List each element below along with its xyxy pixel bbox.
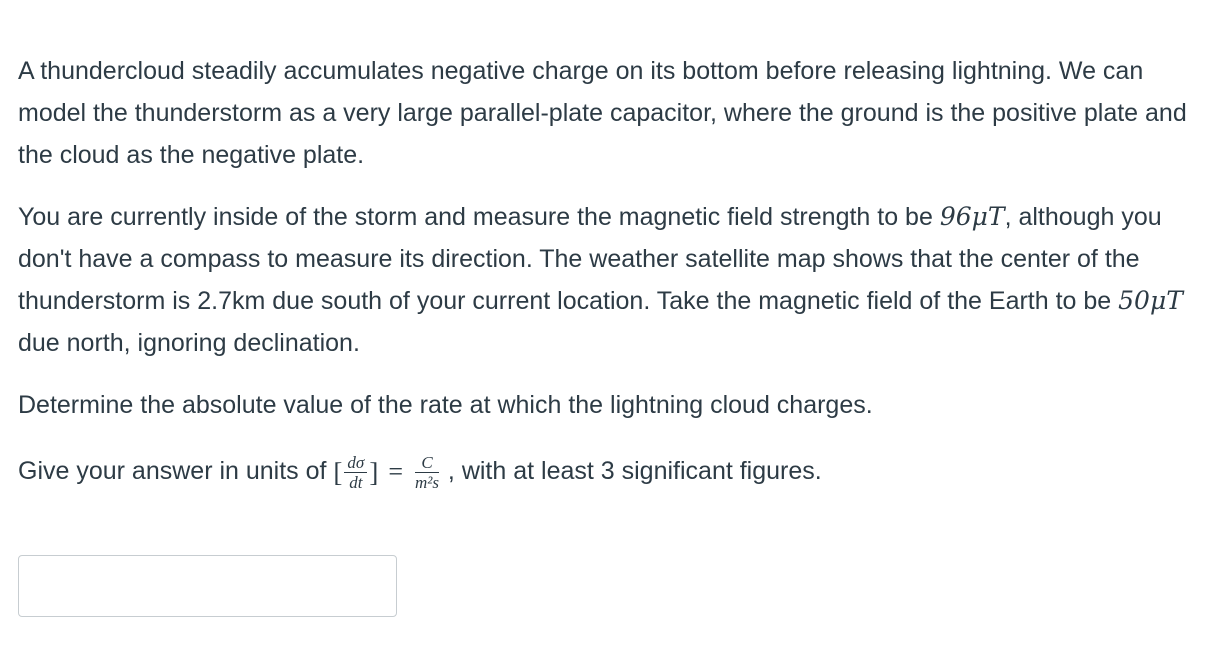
units-rhs-fraction: [415, 454, 439, 491]
paragraph-2-text-b: , although you don't have a compass to measure its direction. The weather satellite map shows that the center of the thunderstorm is 2.7km due south of your current location. Take the magnetic field of the Earth to be: [18, 203, 1162, 315]
question-paragraph-1: A thundercloud steadily accumulates negative charge on its bottom before releasing lightning. We can model the thunderstorm as a very large parallel-plate capacitor, where the ground is the positive plate and the cloud as the negative plate.: [18, 57, 1187, 169]
answer-input[interactable]: [18, 555, 397, 617]
measured-field-value: 96μT: [939, 202, 1005, 231]
question-paragraph-3: Determine the absolute value of the rate at which the lightning cloud charges.: [18, 391, 873, 419]
units-prefix: Give your answer in units of: [18, 457, 334, 485]
paragraph-2-text-a: You are currently inside of the storm and measure the magnetic field strength to be: [18, 203, 940, 231]
units-rhs-numerator: C: [415, 454, 439, 473]
units-lhs-numerator: dσ: [344, 454, 367, 473]
equals-sign: =: [388, 457, 403, 487]
units-instruction: [18, 450, 822, 493]
units-lhs-fraction: [344, 454, 367, 491]
units-suffix: , with at least 3 significant figures.: [440, 457, 822, 485]
paragraph-2-text-c: due north, ignoring declination.: [18, 329, 360, 357]
question-paragraph-2: [18, 196, 1208, 364]
units-rhs-denominator: m²s: [414, 472, 439, 492]
units-lhs-denominator: dt: [349, 472, 363, 492]
earth-field-value: 50μT: [1118, 286, 1183, 315]
left-bracket: [: [333, 457, 343, 488]
right-bracket: ]: [369, 457, 379, 488]
